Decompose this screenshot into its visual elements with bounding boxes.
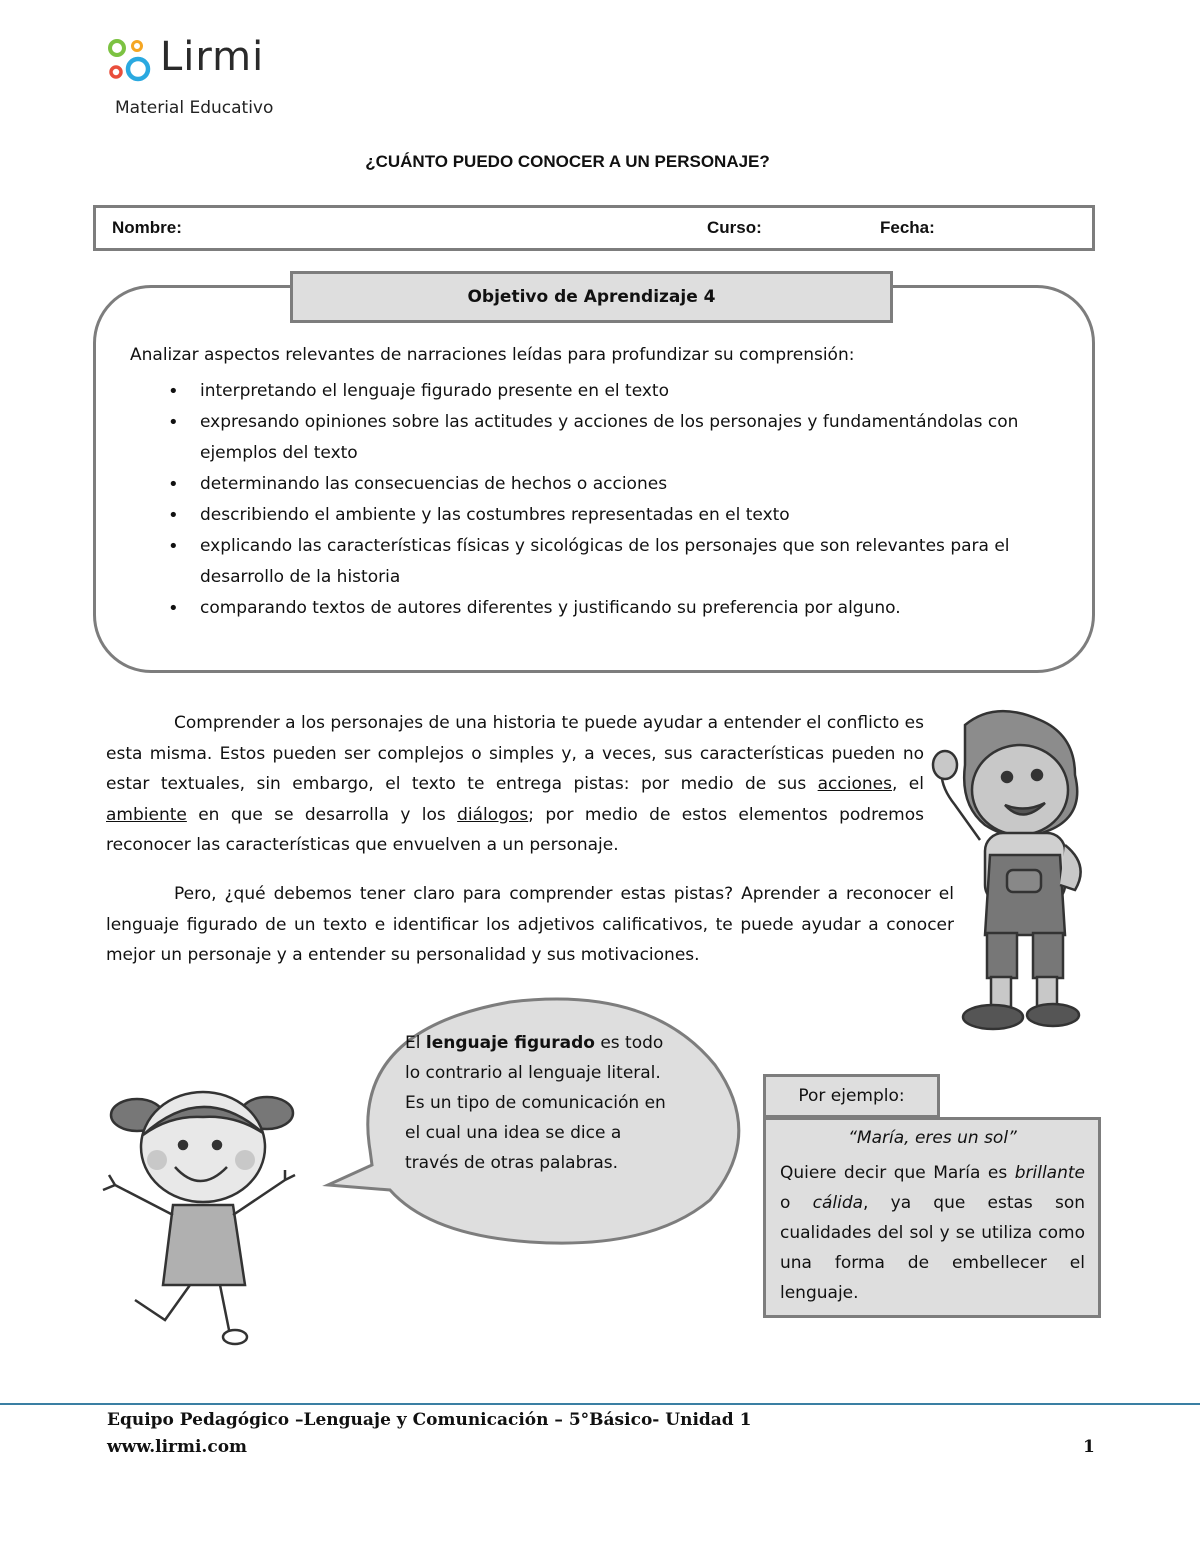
list-item: • determinando las consecuencias de hechos o acciones [160, 469, 1060, 500]
list-item: • describiendo el ambiente y las costumbres representadas en el texto [160, 500, 1060, 531]
list-item: • interpretando el lenguaje figurado presente en el texto [160, 376, 1060, 407]
page-title: ¿CUÁNTO PUEDO CONOCER A UN PERSONAJE? [365, 152, 770, 171]
bubble-text: El lenguaje figurado es todo lo contrario al lenguaje literal. Es un tipo de comunicación en el cual una idea se dice a través de otras palabras. [405, 1033, 666, 1173]
second-paragraph: Pero, ¿qué debemos tener claro para comprender estas pistas? Aprender a reconocer el lenguaje figurado de un texto e identificar los adjetivos calificativos, te puede ayudar a conocer mejor un personaje y a entender su personalidad y sus motivaciones. [106, 884, 954, 965]
underlined-word: ambiente [106, 804, 187, 825]
underlined-word: acciones [817, 774, 892, 794]
logo-dots-icon [107, 38, 157, 84]
objective-title: Objetivo de Aprendizaje 4 [290, 271, 893, 323]
example-quote: “María, eres un sol” [848, 1128, 1017, 1148]
footer-credits: Equipo Pedagógico –Lenguaje y Comunicación – 5°Básico- Unidad 1 [107, 1410, 752, 1430]
list-item: • explicando las características físicas y sicológicas de los personajes que son relevantes para el desarrollo de la historia [160, 531, 1060, 593]
course-label: Curso: [707, 218, 762, 237]
footer-divider [0, 1403, 1200, 1405]
intro-paragraph: Comprender a los personajes de una historia te puede ayudar a entender el conflicto es esta misma. Estos pueden ser complejos o simples y, a veces, sus características pueden no estar textuales, sin embargo, el texto te entrega pistas: por medio de sus acciones, el ambiente en que se desarrolla y los diálogos; por medio de estos elementos podremos reconocer las características que envuelven a un personaje. [106, 713, 924, 855]
objective-intro: Analizar aspectos relevantes de narraciones leídas para profundizar su comprensión: [130, 345, 855, 365]
boy-illustration [925, 705, 1095, 1033]
girl-illustration [95, 1075, 310, 1350]
list-item: • expresando opiniones sobre las actitudes y acciones de los personajes y fundamentándolas con ejemplos del texto [160, 407, 1060, 469]
footer-website-link[interactable]: www.lirmi.com [107, 1437, 248, 1457]
date-label: Fecha: [880, 218, 935, 237]
list-item: • comparando textos de autores diferentes y justificando su preferencia por alguno. [160, 593, 1060, 624]
underlined-word: diálogos [457, 804, 529, 825]
brand-logo: Lirmi [160, 34, 265, 80]
example-tab: Por ejemplo: [763, 1074, 940, 1118]
name-label: Nombre: [112, 218, 182, 237]
logo-subtitle: Material Educativo [115, 98, 274, 118]
objective-list [160, 376, 1060, 624]
page-number: 1 [1083, 1437, 1095, 1457]
example-explanation: Quiere decir que María es brillante o cálida, ya que estas son cualidades del sol y se utiliza como una forma de embellecer el lenguaje. [780, 1163, 1086, 1303]
student-info-box [93, 205, 1095, 251]
